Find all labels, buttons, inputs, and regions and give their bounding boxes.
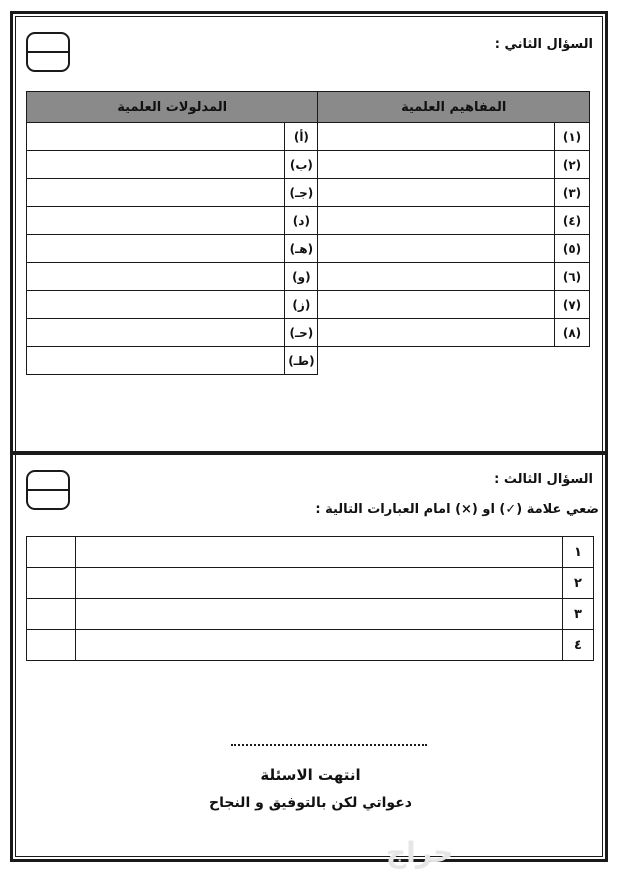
empty-cell xyxy=(318,347,590,375)
number-label: (٥) xyxy=(555,235,590,263)
answer-mark-cell[interactable] xyxy=(27,630,76,661)
concept-cell[interactable] xyxy=(318,263,555,291)
grade-box-q2 xyxy=(26,32,70,72)
q3-instruction: ضعي علامة (✓) او (×) امام العبارات التالية : xyxy=(315,502,599,517)
answer-mark-cell[interactable] xyxy=(27,537,76,568)
table-row xyxy=(27,207,590,235)
meanings-header: المدلولات العلمية xyxy=(27,92,318,123)
letter-label: (و) xyxy=(285,263,318,291)
number-label: (٤) xyxy=(555,207,590,235)
meaning-cell[interactable] xyxy=(27,235,285,263)
statement-cell[interactable] xyxy=(76,630,563,661)
end-of-questions: انتهت الاسئلة xyxy=(260,766,361,784)
number-label: (٧) xyxy=(555,291,590,319)
number-label: (٣) xyxy=(555,179,590,207)
table-row xyxy=(27,537,594,568)
true-false-table xyxy=(26,536,594,661)
number-label: (٦) xyxy=(555,263,590,291)
statement-cell[interactable] xyxy=(76,599,563,630)
good-luck-wish: دعواتي لكن بالتوفيق و النجاح xyxy=(209,795,412,811)
meaning-cell[interactable] xyxy=(27,347,285,375)
concept-cell[interactable] xyxy=(318,151,555,179)
section-divider xyxy=(10,451,608,455)
grade-box-q3 xyxy=(26,470,70,510)
table-row xyxy=(27,347,590,375)
meaning-cell[interactable] xyxy=(27,263,285,291)
table-row xyxy=(27,630,594,661)
table-row xyxy=(27,263,590,291)
table-row xyxy=(27,179,590,207)
matching-table xyxy=(26,91,590,375)
meaning-cell[interactable] xyxy=(27,207,285,235)
answer-mark-cell[interactable] xyxy=(27,568,76,599)
meaning-cell[interactable] xyxy=(27,291,285,319)
letter-label: (طـ) xyxy=(285,347,318,375)
letter-label: (حـ) xyxy=(285,319,318,347)
statement-number: ٢ xyxy=(563,568,594,599)
statement-number: ٤ xyxy=(563,630,594,661)
table-row xyxy=(27,319,590,347)
table-row xyxy=(27,235,590,263)
concepts-header: المفاهيم العلمية xyxy=(318,92,590,123)
dotted-separator xyxy=(231,744,427,746)
letter-label: (د) xyxy=(285,207,318,235)
concept-cell[interactable] xyxy=(318,123,555,151)
q2-title: السؤال الثاني : xyxy=(494,37,593,52)
letter-label: (جـ) xyxy=(285,179,318,207)
statement-number: ١ xyxy=(563,537,594,568)
table-row xyxy=(27,568,594,599)
concept-cell[interactable] xyxy=(318,291,555,319)
concept-cell[interactable] xyxy=(318,319,555,347)
table-row xyxy=(27,599,594,630)
number-label: (٨) xyxy=(555,319,590,347)
table-row xyxy=(27,123,590,151)
meaning-cell[interactable] xyxy=(27,151,285,179)
letter-label: (ب) xyxy=(285,151,318,179)
concept-cell[interactable] xyxy=(318,179,555,207)
statement-cell[interactable] xyxy=(76,537,563,568)
table-row xyxy=(27,151,590,179)
meaning-cell[interactable] xyxy=(27,123,285,151)
letter-label: (ز) xyxy=(285,291,318,319)
answer-mark-cell[interactable] xyxy=(27,599,76,630)
watermark-logo: حراج xyxy=(386,836,454,869)
meaning-cell[interactable] xyxy=(27,179,285,207)
letter-label: (أ) xyxy=(285,123,318,151)
statement-cell[interactable] xyxy=(76,568,563,599)
q3-title: السؤال الثالث : xyxy=(494,472,593,487)
statement-number: ٣ xyxy=(563,599,594,630)
table-row xyxy=(27,291,590,319)
concept-cell[interactable] xyxy=(318,207,555,235)
number-label: (١) xyxy=(555,123,590,151)
concept-cell[interactable] xyxy=(318,235,555,263)
meaning-cell[interactable] xyxy=(27,319,285,347)
letter-label: (هـ) xyxy=(285,235,318,263)
number-label: (٢) xyxy=(555,151,590,179)
